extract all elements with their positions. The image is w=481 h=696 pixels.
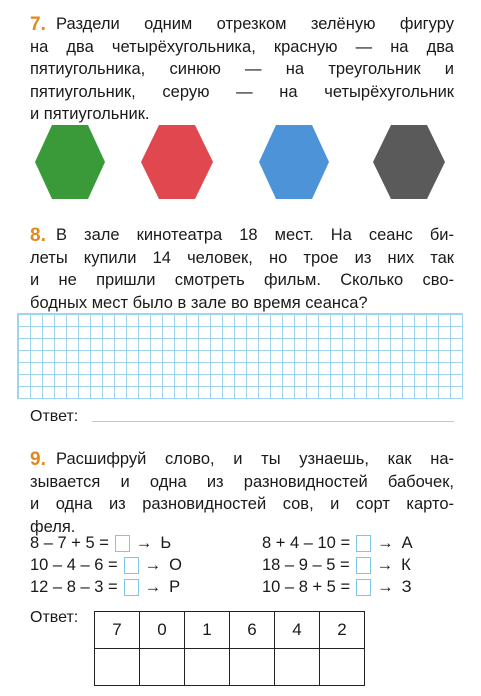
task-7-line: и пятиугольник.	[30, 105, 150, 123]
answer-box[interactable]	[115, 535, 130, 552]
task-8-text	[30, 224, 454, 314]
task-9-line: и одна из разновидностей сов, и сорт карто-	[30, 495, 454, 513]
answer-box[interactable]	[124, 579, 139, 596]
equation-letter: З	[401, 578, 412, 596]
equation	[262, 534, 413, 553]
task-7-line: на два четырёхугольника, красную — на два	[30, 37, 454, 56]
arrow-icon: →	[135, 534, 153, 552]
task-9-line: Расшифруй слово, и ты узнаешь, как на-	[56, 450, 454, 468]
equation-expression: 10 – 4 – 6 =	[30, 556, 118, 574]
equation	[262, 578, 412, 597]
blue-hexagon[interactable]	[259, 125, 329, 199]
task-7-line: пятиугольник, серую — на четырёхугольник	[30, 82, 454, 101]
green-hexagon[interactable]	[35, 125, 105, 199]
equation-letter: К	[401, 556, 411, 574]
equation-expression: 10 – 8 + 5 =	[262, 578, 351, 596]
task-9-answer-label: Ответ:	[30, 609, 79, 626]
arrow-icon: →	[144, 556, 162, 574]
equation-expression: 12 – 8 – 3 =	[30, 578, 118, 596]
equation	[262, 556, 411, 575]
equation	[30, 556, 182, 575]
answer-numbers-row	[95, 612, 365, 649]
task-8-line: леты купили 14 человек, но трое из них так	[30, 248, 454, 267]
answer-letter-cell[interactable]	[230, 649, 275, 686]
task-9-line: зывается и одна из разновидностей бабочек,	[30, 472, 454, 491]
task-7-line: пятиугольника, синюю — на треугольник и	[30, 60, 454, 78]
answer-letter-cell[interactable]	[95, 649, 140, 686]
answer-letters-row	[95, 649, 365, 686]
equation-letter: А	[401, 534, 413, 552]
task-7-number: 7.	[30, 14, 46, 35]
equation-expression: 8 – 7 + 5 =	[30, 534, 109, 552]
arrow-icon: →	[377, 578, 394, 596]
arrow-icon: →	[376, 556, 394, 574]
task-7-text	[30, 13, 454, 126]
equation-expression: 8 + 4 – 10 =	[262, 534, 351, 552]
red-hexagon[interactable]	[141, 125, 213, 199]
equation-letter: Р	[169, 578, 181, 596]
equation	[30, 578, 180, 597]
task-8-grid[interactable]	[17, 313, 463, 399]
answer-number-cell: 2	[320, 612, 365, 649]
answer-letter-cell[interactable]	[140, 649, 185, 686]
answer-box[interactable]	[356, 579, 371, 596]
task-9-number: 9.	[30, 449, 46, 470]
answer-box[interactable]	[124, 557, 139, 574]
gray-hexagon[interactable]	[373, 125, 445, 199]
task-8-line: и не пришли смотреть фильм. Сколько сво-	[30, 271, 454, 289]
equation-letter: О	[169, 556, 182, 574]
answer-number-cell: 0	[140, 612, 185, 649]
task-9-line: феля.	[30, 517, 76, 536]
answer-box[interactable]	[356, 557, 371, 574]
answer-number-cell: 4	[275, 612, 320, 649]
task-7-line: Раздели одним отрезком зелёную фигуру	[56, 15, 454, 33]
hexagon-row	[0, 118, 481, 218]
answer-letter-cell[interactable]	[320, 649, 365, 686]
task-9-answer-table	[94, 611, 365, 686]
answer-box[interactable]	[356, 535, 371, 552]
task-8-answer-label: Ответ:	[30, 408, 79, 425]
equation	[30, 534, 171, 553]
task-8-answer-line[interactable]	[92, 421, 454, 422]
equation-letter: Ь	[160, 534, 172, 552]
task-8-line: В зале кинотеатра 18 мест. На сеанс би-	[56, 226, 454, 244]
answer-number-cell: 1	[185, 612, 230, 649]
answer-number-cell: 6	[230, 612, 275, 649]
arrow-icon: →	[377, 534, 394, 552]
answer-letter-cell[interactable]	[275, 649, 320, 686]
answer-number-cell: 7	[95, 612, 140, 649]
answer-letter-cell[interactable]	[185, 649, 230, 686]
task-8-line: бодных мест было в зале во время сеанса?	[30, 293, 368, 312]
task-8-number: 8.	[30, 225, 46, 246]
task-9-text	[30, 448, 454, 538]
equation-expression: 18 – 9 – 5 =	[262, 556, 350, 574]
arrow-icon: →	[144, 578, 162, 596]
